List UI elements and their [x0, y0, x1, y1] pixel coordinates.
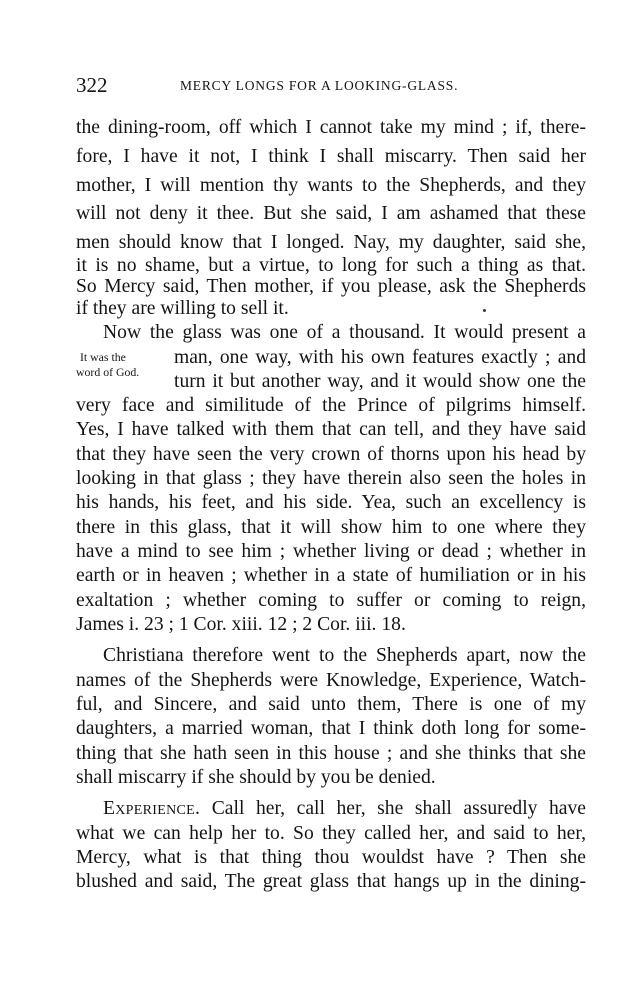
text-line: exaltation ; whether coming to suffer or coming to reign,	[76, 590, 586, 611]
ink-speck	[483, 309, 486, 312]
text-line: names of the Shepherds were Knowledge, Experience, Watch-	[76, 670, 586, 691]
text-line: if they are willing to sell it.	[76, 298, 289, 319]
text-line: So Mercy said, Then mother, if you please, ask the Shepherds	[76, 276, 586, 297]
text-line: it is no shame, but a virtue, to long for such a thing as that.	[76, 255, 586, 276]
text-line: daughters, a married woman, that I think doth long for some-	[76, 718, 586, 739]
text-line: shall miscarry if she should by you be denied.	[76, 767, 436, 788]
text-line: Now the glass was one of a thousand. It would present a	[103, 322, 586, 343]
text-line: Yes, I have talked with them that can tell, and they have said	[76, 419, 586, 440]
text-line: thing that she hath seen in this house ; and she thinks that she	[76, 743, 586, 764]
text-line: turn it but another way, and it would show one the	[174, 371, 586, 392]
speaker-label: Experience.	[103, 798, 201, 819]
text-line: his hands, his feet, and his side. Yea, such an excellency is	[76, 492, 586, 513]
text-line: Christiana therefore went to the Shepherds apart, now the	[103, 645, 586, 666]
text-line: mother, I will mention thy wants to the Shepherds, and they	[76, 175, 586, 196]
text-line: that they have seen the very crown of thorns upon his head by	[76, 444, 586, 465]
margin-note: word of God.	[76, 365, 140, 379]
margin-note: It was the	[80, 350, 126, 364]
text-line: what we can help her to. So they called her, and said to her,	[76, 823, 586, 844]
page-number: 322	[76, 73, 108, 97]
text-line: blushed and said, The great glass that hangs up in the dining-	[76, 871, 586, 892]
text-line: the dining-room, off which I cannot take my mind ; if, there-	[76, 117, 586, 138]
text-line: Mercy, what is that thing thou wouldst have ? Then she	[76, 847, 586, 868]
text-line: James i. 23 ; 1 Cor. xiii. 12 ; 2 Cor. iii. 18.	[76, 614, 406, 635]
text-line: ful, and Sincere, and said unto them, There is one of my	[76, 694, 586, 715]
text-line: men should know that I longed. Nay, my daughter, said she,	[76, 232, 586, 253]
text-line: have a mind to see him ; whether living or dead ; whether in	[76, 541, 586, 562]
page-header	[76, 72, 586, 102]
text-line: there in this glass, that it will show him to one where they	[76, 517, 586, 538]
text-line: will not deny it thee. But she said, I am ashamed that these	[76, 203, 586, 224]
running-head: MERCY LONGS FOR A LOOKING-GLASS.	[180, 78, 459, 93]
speaker-text: Call her, call her, she shall assuredly have	[211, 798, 586, 819]
text-line: fore, I have it not, I think I shall miscarry. Then said her	[76, 146, 586, 167]
text-line: earth or in heaven ; whether in a state of humiliation or in his	[76, 565, 586, 586]
text-line: very face and similitude of the Prince of pilgrims himself.	[76, 395, 586, 416]
text-line: looking in that glass ; they have therein also seen the holes in	[76, 468, 586, 489]
text-line: man, one way, with his own features exactly ; and	[174, 347, 586, 368]
